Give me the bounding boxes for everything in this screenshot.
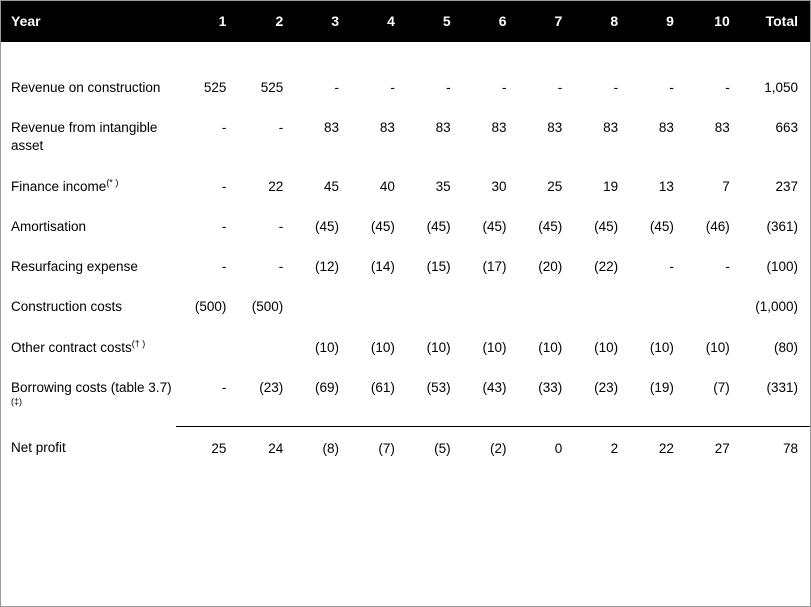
column-header-8: 8 [568,1,624,42]
cell: 40 [379,178,395,194]
cell [680,287,736,327]
table-row [1,207,810,247]
cell: (500) [251,299,284,315]
row-label-text: Resurfacing expense [11,259,138,275]
cell [401,287,457,327]
table-row [1,368,810,426]
cell: 24 [232,426,289,474]
cell: 2 [568,426,624,474]
cell: 27 [680,426,736,474]
header-row [1,1,810,42]
cell: 83 [658,120,674,136]
cell: (23) [259,379,284,395]
cell: 83 [714,120,730,136]
cell: (61) [370,379,395,395]
column-header-5: 5 [401,1,457,42]
cell: (10) [649,339,674,355]
cell: 25 [547,178,563,194]
cell-total: 237 [775,178,798,194]
financial-table [1,1,810,474]
cell: 83 [603,120,619,136]
cell: - [669,80,674,95]
cell: 13 [658,178,674,194]
cell: 83 [435,120,451,136]
cell: 525 [260,80,284,95]
cell: - [221,178,227,194]
cell [289,287,345,327]
cell: 25 [176,426,233,474]
cell: (17) [482,259,507,275]
cell-total: 78 [736,426,810,474]
cell: (20) [538,259,563,275]
cell: (46) [705,218,730,234]
cell-total: 1,050 [764,80,798,95]
cell: (8) [289,426,345,474]
cell: - [221,379,227,395]
column-header-9: 9 [624,1,680,42]
cell: (10) [482,339,507,355]
cell: (45) [649,218,674,234]
row-label-text: Revenue from intangible asset [11,120,158,154]
row-label-superscript: (‡) [11,396,22,407]
table-row [1,108,810,166]
row-label-superscript: († ) [131,338,146,349]
cell: - [221,120,227,136]
cell: - [446,80,451,95]
cell: - [334,80,340,95]
table-row [1,287,810,327]
cell: (10) [370,339,395,355]
cell: 22 [624,426,680,474]
cell: (45) [370,218,395,234]
cell: - [725,259,730,275]
cell: (7) [713,379,730,395]
cell-total: (1,000) [755,299,798,315]
row-label-text: Revenue on construction [11,80,161,95]
row-label-text: Finance income [11,178,107,194]
row-label [1,207,176,247]
column-header-year: Year [1,1,176,42]
cell: (5) [401,426,457,474]
row-label [1,328,176,368]
column-header-3: 3 [289,1,345,42]
row-label-text: Net profit [11,440,66,456]
table-row [1,68,810,108]
cell [457,287,513,327]
cell: (43) [482,379,507,395]
column-header-4: 4 [345,1,401,42]
cell: (10) [426,339,451,355]
cell: (19) [649,379,674,395]
cell: - [278,218,284,234]
cell: (15) [426,259,451,275]
column-header-10: 10 [680,1,736,42]
row-label-text: Amortisation [11,218,87,234]
column-header-1: 1 [176,1,233,42]
cell: 7 [722,178,730,194]
cell: (53) [426,379,451,395]
row-label-text: Other contract costs [11,339,132,355]
row-label-text: Construction costs [11,299,123,315]
table-body [1,42,810,474]
cell-total: (331) [766,379,798,395]
column-header-total: Total [736,1,810,42]
row-label [1,368,176,426]
cell [624,287,680,327]
cell [176,328,233,368]
cell [345,287,401,327]
cell: (33) [538,379,563,395]
cell: - [557,80,563,95]
column-header-7: 7 [512,1,568,42]
cell: 22 [268,178,284,194]
table-row-net-profit [1,426,810,474]
cell: (10) [705,339,730,355]
cell: - [278,259,284,275]
cell-total: (100) [766,259,798,275]
row-label [1,68,176,108]
cell-total: 663 [775,120,798,136]
cell: (69) [315,379,340,395]
cell: (2) [457,426,513,474]
cell: - [725,80,730,95]
cell: (45) [482,218,507,234]
cell: (10) [594,339,619,355]
cell: - [278,120,284,136]
row-label [1,287,176,327]
cell: (14) [370,259,395,275]
cell: (23) [594,379,619,395]
cell: 0 [512,426,568,474]
row-label-superscript: (* ) [106,177,119,188]
cell: 35 [435,178,451,194]
cell: (22) [594,259,619,275]
cell-total: (80) [773,339,798,355]
column-header-6: 6 [457,1,513,42]
row-label-text: Borrowing costs (table 3.7) [11,379,172,395]
cell: 45 [324,178,340,194]
cell: (45) [426,218,451,234]
cell: 83 [491,120,507,136]
table-header [1,1,810,42]
cell: (45) [538,218,563,234]
cell: 30 [491,178,507,194]
row-label [1,167,176,207]
cell: 525 [203,80,227,95]
cell-total: (361) [766,218,798,234]
cell: - [501,80,507,95]
cell: - [669,259,674,275]
cell [512,287,568,327]
cell: (45) [315,218,340,234]
cell: 19 [603,178,619,194]
cell [232,328,289,368]
cell: - [221,259,227,275]
column-header-2: 2 [232,1,289,42]
row-label [1,426,176,474]
cell: (12) [315,259,340,275]
cell [568,287,624,327]
cell: 83 [547,120,563,136]
cell: - [390,80,395,95]
row-label [1,247,176,287]
spacer-cell [1,42,810,68]
cell: (7) [345,426,401,474]
row-label [1,108,176,166]
table-row [1,328,810,368]
cell: (500) [194,299,227,315]
cell: - [613,80,619,95]
table-row [1,247,810,287]
cell: - [221,218,227,234]
spacer-row [1,42,810,68]
cell: 83 [324,120,340,136]
cell: 83 [379,120,395,136]
table-row [1,167,810,207]
cell: (10) [315,339,340,355]
cell: (10) [538,339,563,355]
cell: (45) [594,218,619,234]
